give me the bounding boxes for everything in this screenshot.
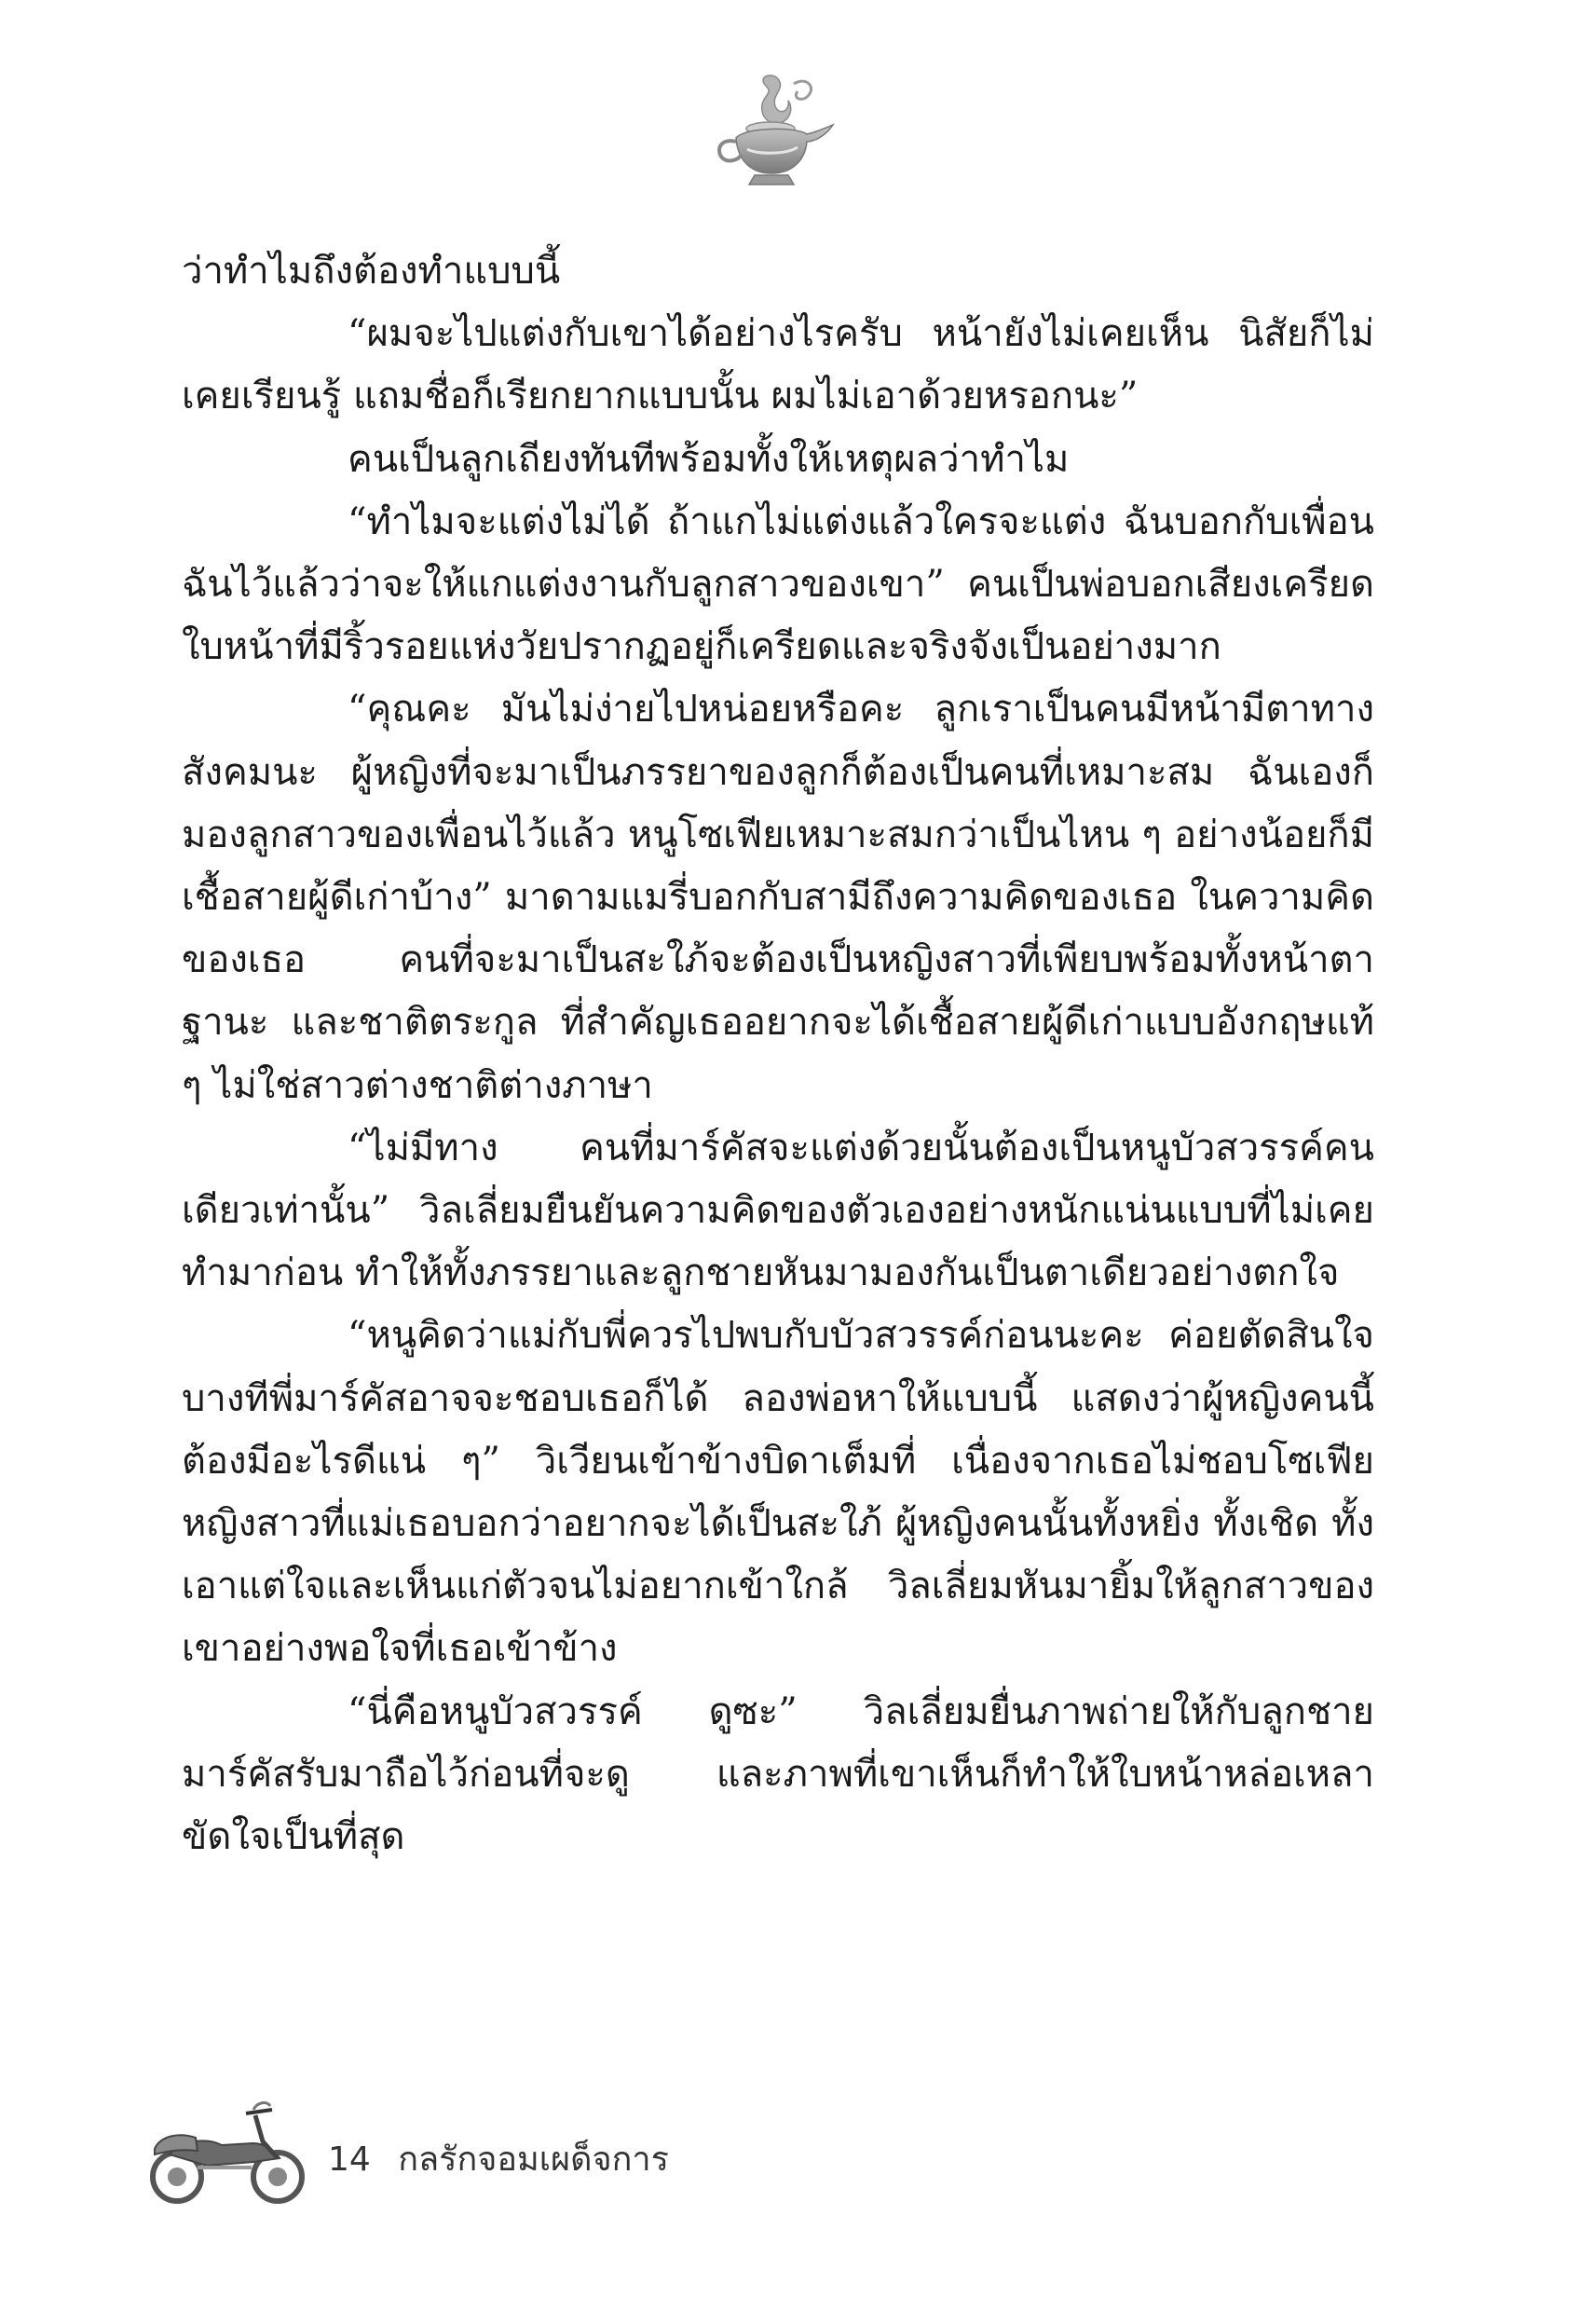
- page-number: 14: [328, 2140, 371, 2179]
- book-title: กลรักจอมเผด็จการ: [398, 2140, 669, 2179]
- paragraph: คนเป็นลูกเถียงทันทีพร้อมทั้งให้เหตุผลว่าทำไม: [348, 437, 1070, 481]
- motorcycle-icon: [142, 2097, 309, 2208]
- body-text: [182, 240, 1374, 1868]
- paragraph: “คุณคะ มันไม่ง่ายไปหน่อยหรือคะ ลูกเราเป็นคนมีหน้ามีตาทางสังคมนะ ผู้หญิงที่จะมาเป็นภรรยาของลูกก็ต้องเป็นคนที่เหมาะสม ฉันเองก็มองลูกสาวของเพื่อนไว้แล้ว หนูโซเฟียเหมาะสมกว่าเป็นไหน ๆ อย่างน้อยก็มีเชื้อสายผู้ดีเก่าบ้าง” มาดามแมรี่บอกกับสามีถึงความคิดของเธอ ในความคิดของเธอ คนที่จะมาเป็นสะใภ้จะต้องเป็นหญิงสาวที่เพียบพร้อมทั้งหน้าตา ฐานะ และชาติตระกูล ที่สำคัญเธออยากจะได้เชื้อสายผู้ดีเก่าแบบอังกฤษแท้ ๆ ไม่ใช่สาวต่างชาติต่างภาษา: [182, 688, 1374, 1107]
- paragraph: “ไม่มีทาง คนที่มาร์คัสจะแต่งด้วยนั้นต้องเป็นหนูบัวสวรรค์คนเดียวเท่านั้น” วิลเลี่ยมยืนยันความคิดของตัวเองอย่างหนักแน่นแบบที่ไม่เคยทำมาก่อน ทำให้ทั้งภรรยาและลูกชายหันมามองกันเป็นตาเดียวอย่างตกใจ: [182, 1126, 1374, 1295]
- magic-lamp-icon: [701, 67, 840, 207]
- paragraph: “หนูคิดว่าแม่กับพี่ควรไปพบกับบัวสวรรค์ก่อนนะคะ ค่อยตัดสินใจ บางทีพี่มาร์คัสอาจจะชอบเธอก็ได้ ลองพ่อหาให้แบบนี้ แสดงว่าผู้หญิงคนนี้ต้องมีอะไรดีแน่ ๆ” วิเวียนเข้าข้างบิดาเต็มที่ เนื่องจากเธอไม่ชอบโซเฟีย หญิงสาวที่แม่เธอบอกว่าอยากจะได้เป็นสะใภ้ ผู้หญิงคนนั้นทั้งหยิ่ง ทั้งเชิด ทั้งเอาแต่ใจและเห็นแก่ตัวจนไม่อยากเข้าใกล้ วิลเลี่ยมหันมายิ้มให้ลูกสาวของเขาอย่างพอใจที่เธอเข้าข้าง: [182, 1314, 1374, 1671]
- paragraph: ว่าทำไมถึงต้องทำแบบนี้: [182, 250, 561, 293]
- page-footer: [328, 2132, 669, 2185]
- paragraph: “ทำไมจะแต่งไม่ได้ ถ้าแกไม่แต่งแล้วใครจะแต่ง ฉันบอกกับเพื่อนฉันไว้แล้วว่าจะให้แกแต่งงานกับลูกสาวของเขา” คนเป็นพ่อบอกเสียงเครียด ใบหน้าที่มีริ้วรอยแห่งวัยปรากฏอยู่ก็เครียดและจริงจังเป็นอย่างมาก: [182, 499, 1374, 669]
- paragraph: “นี่คือหนูบัวสวรรค์ ดูซะ” วิลเลี่ยมยื่นภาพถ่ายให้กับลูกชาย มาร์คัสรับมาถือไว้ก่อนที่จะดู และภาพที่เขาเห็นก็ทำให้ใบหน้าหล่อเหลาขัดใจเป็นที่สุด: [182, 1689, 1374, 1859]
- paragraph: “ผมจะไปแต่งกับเขาได้อย่างไรครับ หน้ายังไม่เคยเห็น นิสัยก็ไม่เคยเรียนรู้ แถมชื่อก็เรียกยากแบบนั้น ผมไม่เอาด้วยหรอกนะ”: [182, 312, 1374, 418]
